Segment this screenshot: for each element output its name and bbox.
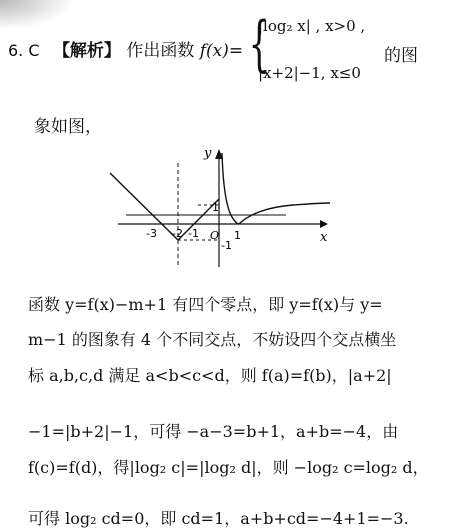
piece-bottom: |x+2|−1, x≤0 xyxy=(258,64,361,82)
line-2: 象如图， xyxy=(34,117,102,137)
function-graph xyxy=(108,145,338,270)
x-axis-arrow xyxy=(320,220,328,228)
paragraph-line-5: f(c)=f(d)，得|log₂ c|=|log₂ d|，则 −log₂ c=log₂ d， xyxy=(28,458,429,477)
solution-header xyxy=(8,36,243,61)
tick-label-y1: 1 xyxy=(212,201,219,214)
function-name: f(x)= xyxy=(199,41,244,61)
tick-label-yneg1: -1 xyxy=(221,239,232,252)
origin-label: O xyxy=(210,229,220,242)
tick-label-neg3: -3 xyxy=(146,227,157,240)
header-suffix: 的图 xyxy=(384,46,418,66)
tick-label-neg2: -2 xyxy=(172,227,183,240)
y-axis-label: y xyxy=(204,146,212,161)
piecewise-brace: { xyxy=(248,9,270,79)
page-corner-shade xyxy=(0,0,70,28)
question-number: 6. C xyxy=(8,41,40,60)
x-axis-label: x xyxy=(320,230,328,245)
curve-log-right xyxy=(239,203,330,224)
paragraph-line-3: 标 a,b,c,d 满足 a<b<c<d，则 f(a)=f(b)，|a+2| xyxy=(28,366,392,385)
tick-label-x1: 1 xyxy=(234,229,241,242)
curve-log-near-zero xyxy=(222,153,239,224)
piece-top: |log₂ x| , x>0 , xyxy=(258,17,366,35)
curve-left-branch xyxy=(110,173,219,240)
intro-text: 作出函数 xyxy=(126,41,195,61)
analysis-tag: 【解析】 xyxy=(52,41,121,61)
paragraph-line-6: 可得 log₂ cd=0，即 cd=1，a+b+cd=−4+1=−3. xyxy=(28,509,409,528)
paragraph-line-4: −1=|b+2|−1，可得 −a−3=b+1，a+b=−4，由 xyxy=(28,422,399,441)
paragraph-line-2: m−1 的图象有 4 个不同交点，不妨设四个交点横坐 xyxy=(28,330,397,349)
tick-label-neg1: -1 xyxy=(188,227,199,240)
paragraph-line-1: 函数 y=f(x)−m+1 有四个零点，即 y=f(x)与 y= xyxy=(28,295,383,314)
